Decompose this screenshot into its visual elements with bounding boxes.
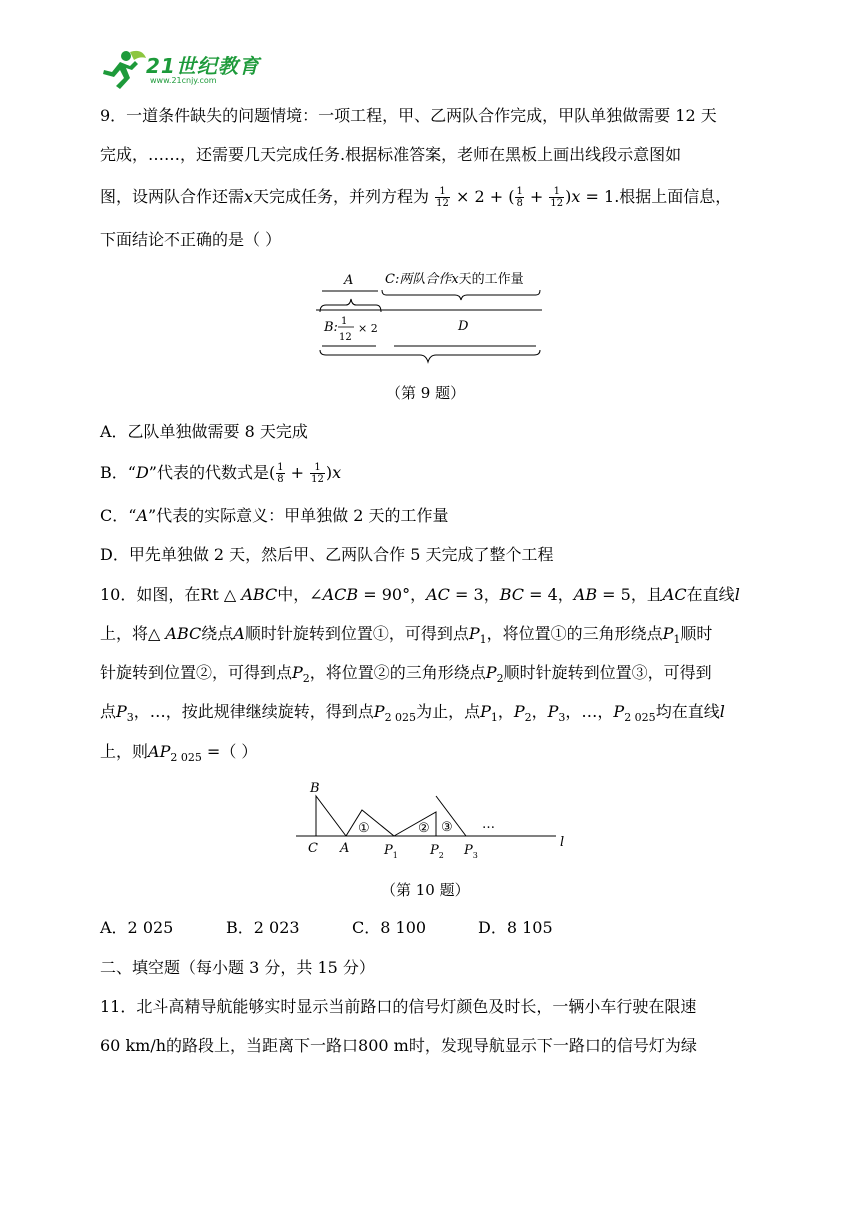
q10-line-3: 针旋转到位置②，可得到点$P_2$，将位置②的三角形绕点$P_2$顺时针旋转到位置③，可得到	[100, 663, 712, 685]
q10-caption: （第 10 题）	[381, 881, 470, 899]
fig10-label-p3: $P_3$	[464, 843, 478, 860]
logo-url: www.21cnjy.com	[150, 76, 217, 85]
q9-line-2: 完成，……，还需要几天完成任务.根据标准答案，老师在黑板上画出线段示意图如	[100, 145, 682, 164]
runner-logo-icon	[100, 48, 148, 94]
fig9-label-b: B:	[324, 320, 338, 335]
q9-option-c: C．“A”代表的实际意义：甲单独做 2 天的工作量	[100, 506, 449, 525]
section-2-heading: 二、填空题（每小题 3 分，共 15 分）	[100, 958, 375, 977]
q10-line-2: 上，将△ ABC绕点A顺时针旋转到位置①，可得到点$P_1$，将位置①的三角形绕点$P_1$顺时	[100, 624, 713, 646]
q10-line-5: 上，则$AP_{2 025}$ =（ ）	[100, 742, 258, 764]
fig10-position-2: ②	[418, 821, 430, 836]
fig9-label-a: A	[344, 273, 354, 288]
q9-option-d: D．甲先单独做 2 天，然后甲、乙两队合作 5 天完成了整个工程	[100, 545, 554, 564]
svg-text:12: 12	[339, 332, 352, 343]
q9-segment-diagram	[310, 262, 550, 368]
site-logo	[100, 48, 270, 94]
q10-option-a: A．2 025	[100, 918, 174, 937]
q9-line-1: 9．一道条件缺失的问题情境：一项工程，甲、乙两队合作完成，甲队单独做需要 12 天	[100, 106, 717, 125]
q10-option-d: D．8 105	[478, 918, 553, 937]
q11-line-2: 60 km/h的路段上，当距离下一路口800 m时，发现导航显示下一路口的信号灯为绿	[100, 1036, 697, 1055]
q9-caption: （第 9 题）	[386, 384, 466, 402]
fig10-label-a: A	[340, 841, 350, 856]
q10-option-c: C．8 100	[352, 918, 427, 937]
svg-text:× 2: × 2	[358, 322, 378, 335]
fig10-label-p2: $P_2$	[430, 843, 444, 860]
fig10-label-l: l	[560, 835, 565, 850]
q9-option-a: A．乙队单独做需要 8 天完成	[100, 422, 308, 441]
fig10-position-1: ①	[358, 821, 370, 836]
fig9-label-d: D	[458, 319, 469, 334]
q10-line-1: 10．如图，在Rt △ ABC中，∠ACB = 90°，AC = 3，BC = 4，AB = 5，且AC在直线l	[100, 585, 740, 604]
q10-option-b: B．2 023	[226, 918, 300, 937]
fig10-dots: …	[482, 817, 495, 832]
q9-option-b: B．“D”代表的代数式是( $\frac{1}{8}$ + $\frac{1}{12}$ )x	[100, 462, 342, 485]
q10-line-4: 点$P_3$，…，按此规律继续旋转，得到点$P_{2 025}$为止，点$P_1$，$P_2$，$P_3$，…，$P_{2 025}$均在直线l	[100, 702, 725, 724]
q10-rotation-diagram	[290, 776, 580, 866]
fig10-position-3: ③	[441, 820, 453, 835]
q11-line-1: 11．北斗高精导航能够实时显示当前路口的信号灯颜色及时长，一辆小车行驶在限速	[100, 997, 697, 1016]
fig10-label-c: C	[308, 841, 318, 856]
fig10-label-b: B	[310, 781, 320, 796]
q9-line-3: 图，设两队合作还需x天完成任务，并列方程为 $\frac{1}{12}$ × 2 + ( $\frac{1}{8}$ + $\frac{1}{12}$ )x = 1.根据上面信息，	[100, 186, 732, 209]
fig10-label-p1: $P_1$	[384, 843, 398, 860]
svg-text:1: 1	[341, 316, 348, 327]
fig9-label-c: C:两队合作x天的工作量	[385, 272, 524, 287]
q9-line-4: 下面结论不正确的是（ ）	[100, 230, 282, 249]
logo-name: 21世纪教育	[146, 54, 260, 78]
